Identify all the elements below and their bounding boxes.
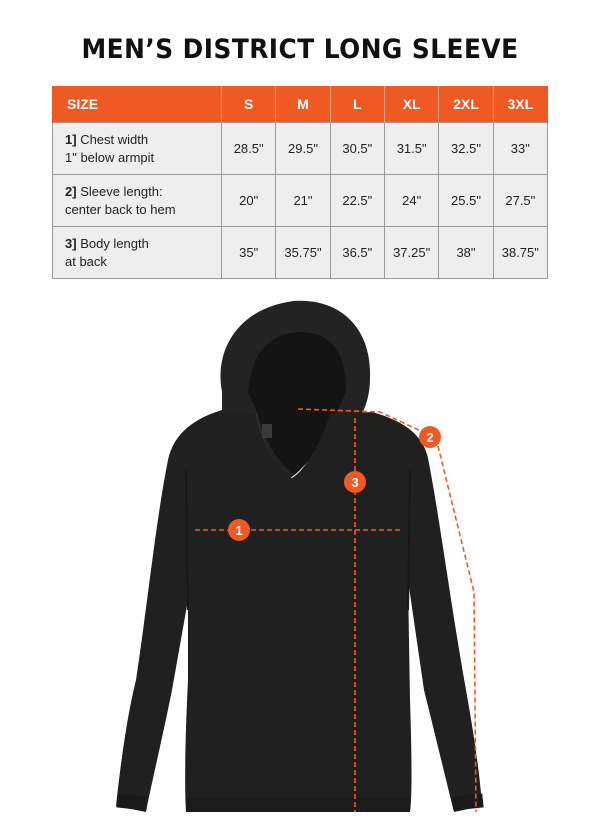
row-label-line2: at back	[65, 253, 107, 269]
row-label-line1: Chest width	[80, 131, 149, 147]
cell-value: 36.5"	[330, 227, 384, 279]
row-label-line2: center back to hem	[65, 201, 176, 217]
cell-value: 38"	[439, 227, 493, 279]
cell-value: 20"	[222, 175, 276, 227]
table-row	[53, 175, 548, 227]
table-row	[53, 227, 548, 279]
header-l: L	[330, 86, 384, 123]
marker-label: 3	[351, 475, 359, 490]
header-3xl: 3XL	[493, 86, 547, 123]
marker-body-length	[344, 471, 366, 493]
header-s: S	[222, 86, 276, 123]
table-header-row	[53, 86, 548, 123]
marker-sleeve	[419, 426, 441, 448]
row-label-line2: 1" below armpit	[65, 149, 155, 165]
cell-value: 38.75"	[493, 227, 547, 279]
header-m: M	[276, 86, 330, 123]
hem	[186, 798, 410, 812]
row-label	[53, 227, 222, 279]
neck-label	[262, 424, 272, 438]
page-title: MEN’S DISTRICT LONG SLEEVE	[81, 34, 519, 65]
marker-label: 2	[426, 430, 434, 445]
cell-value: 29.5"	[276, 123, 330, 175]
cell-value: 24"	[384, 175, 438, 227]
row-number: 2]	[65, 183, 77, 199]
row-label	[53, 175, 222, 227]
cell-value: 28.5"	[222, 123, 276, 175]
row-label	[53, 123, 222, 175]
cell-value: 35"	[222, 227, 276, 279]
header-xl: XL	[384, 86, 438, 123]
cell-value: 22.5"	[330, 175, 384, 227]
cell-value: 32.5"	[439, 123, 493, 175]
cell-value: 21"	[276, 175, 330, 227]
cell-value: 25.5"	[439, 175, 493, 227]
cell-value: 35.75"	[276, 227, 330, 279]
cell-value: 30.5"	[330, 123, 384, 175]
size-chart-table	[52, 86, 548, 279]
row-number: 1]	[65, 131, 77, 147]
row-number: 3]	[65, 235, 77, 251]
marker-label: 1	[235, 523, 243, 538]
header-size: SIZE	[53, 86, 222, 123]
cell-value: 33"	[493, 123, 547, 175]
marker-chest	[228, 519, 250, 541]
header-2xl: 2XL	[439, 86, 493, 123]
hoodie-measurement-diagram	[0, 290, 600, 840]
row-label-line1: Sleeve length:	[80, 183, 163, 199]
row-label-line1: Body length	[80, 235, 149, 251]
cell-value: 31.5"	[384, 123, 438, 175]
cell-value: 37.25"	[384, 227, 438, 279]
table-row	[53, 123, 548, 175]
cell-value: 27.5"	[493, 175, 547, 227]
